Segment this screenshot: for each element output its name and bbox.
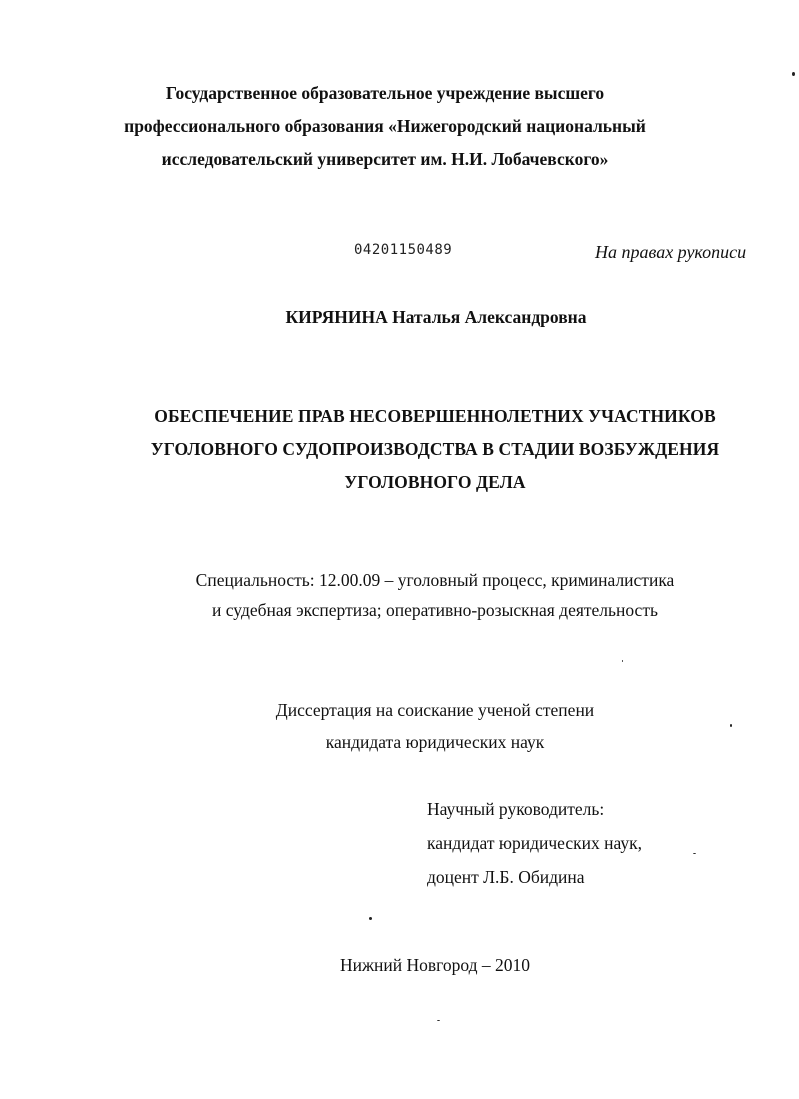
scan-speck (369, 917, 372, 920)
scan-speck (622, 660, 623, 662)
institution-name (100, 77, 670, 176)
scan-speck (792, 72, 795, 76)
catalog-number: 04201150489 (354, 242, 453, 258)
title-line-2: УГОЛОВНОГО СУДОПРОИЗВОДСТВА В СТАДИИ ВОЗБУЖДЕНИЯ (150, 439, 720, 459)
degree-line-2: кандидата юридических наук (325, 732, 545, 752)
specialty-line-1: Специальность: 12.00.09 – уголовный процесс, криминалистика (195, 570, 675, 590)
institution-line-3: исследовательский университет им. Н.И. Лобачевского» (161, 149, 609, 169)
supervisor-block (427, 792, 642, 894)
specialty-line-2: и судебная экспертиза; оперативно-розыскная деятельность (212, 600, 658, 620)
degree-statement (220, 694, 650, 758)
institution-line-2: профессионального образования «Нижегородский национальный (124, 116, 646, 136)
rights-note: На правах рукописи (595, 242, 747, 262)
supervisor-line-2: кандидат юридических наук, (427, 833, 642, 853)
institution-line-1: Государственное образовательное учреждение высшего (165, 83, 605, 103)
degree-line-1: Диссертация на соискание ученой степени (275, 700, 595, 720)
author-name: КИРЯНИНА Наталья Александровна (285, 307, 587, 327)
city-year: Нижний Новгород – 2010 (339, 955, 531, 975)
scan-speck (730, 724, 732, 727)
title-line-3: УГОЛОВНОГО ДЕЛА (344, 472, 526, 492)
dissertation-title (104, 400, 766, 499)
title-line-1: ОБЕСПЕЧЕНИЕ ПРАВ НЕСОВЕРШЕННОЛЕТНИХ УЧАСТНИКОВ (154, 406, 716, 426)
scan-speck (437, 1020, 440, 1021)
supervisor-line-1: Научный руководитель: (427, 799, 605, 819)
specialty (120, 565, 750, 625)
supervisor-line-3: доцент Л.Б. Обидина (427, 867, 585, 887)
scan-speck (693, 853, 696, 854)
